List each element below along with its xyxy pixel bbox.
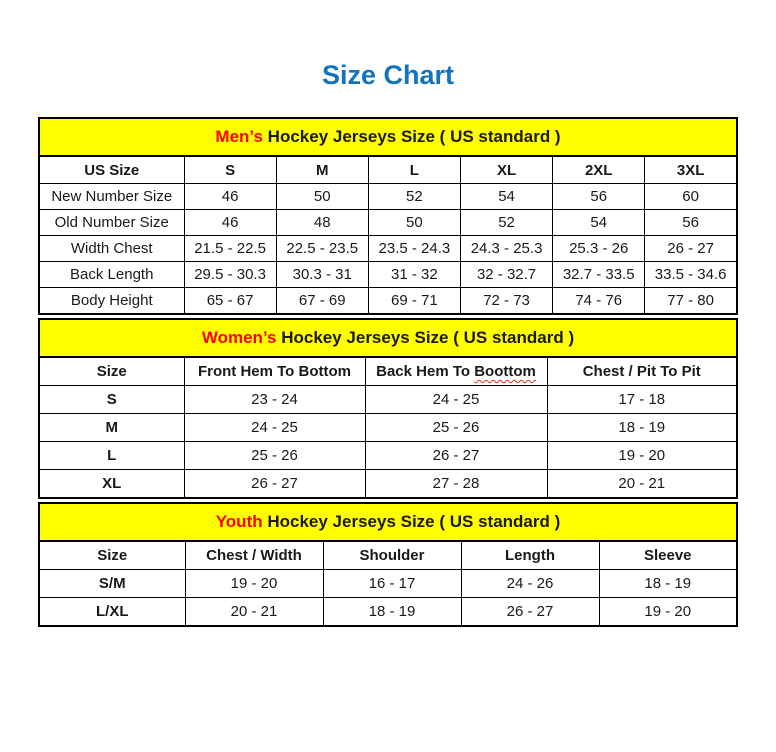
table-cell: 25 - 26 (184, 442, 365, 470)
column-header: XL (460, 156, 552, 184)
table-cell: 25.3 - 26 (553, 236, 645, 262)
table-row (39, 570, 737, 598)
column-header: Chest / Width (185, 541, 323, 570)
column-header: Shoulder (323, 541, 461, 570)
column-header: S (184, 156, 276, 184)
youth-section-title-text: Hockey Jerseys Size ( US standard ) (262, 512, 561, 531)
table-row (39, 236, 737, 262)
column-header: Size (39, 357, 184, 386)
youth-size-table (38, 502, 738, 627)
row-label: S (39, 386, 184, 414)
table-cell: 46 (184, 184, 276, 210)
table-cell: 20 - 21 (547, 470, 737, 499)
table-cell: 65 - 67 (184, 288, 276, 315)
table-cell: 77 - 80 (645, 288, 737, 315)
table-row (39, 598, 737, 627)
table-cell: 32 - 32.7 (460, 262, 552, 288)
row-label: XL (39, 470, 184, 499)
table-row (39, 210, 737, 236)
table-cell: 18 - 19 (547, 414, 737, 442)
size-chart (38, 117, 738, 627)
table-cell: 46 (184, 210, 276, 236)
row-label: Old Number Size (39, 210, 184, 236)
womens-section-title-highlight: Women’s (201, 328, 277, 347)
table-cell: 56 (645, 210, 737, 236)
misspelled-word: Boottom (474, 363, 536, 380)
column-header: Size (39, 541, 185, 570)
table-row (39, 288, 737, 315)
table-cell: 18 - 19 (323, 598, 461, 627)
table-cell: 74 - 76 (553, 288, 645, 315)
table-cell: 27 - 28 (365, 470, 547, 499)
table-row (39, 386, 737, 414)
mens-section-title-text: Hockey Jerseys Size ( US standard ) (262, 127, 561, 146)
table-cell: 54 (553, 210, 645, 236)
table-cell: 24 - 25 (184, 414, 365, 442)
table-row (39, 262, 737, 288)
column-header: Sleeve (599, 541, 737, 570)
table-cell: 20 - 21 (185, 598, 323, 627)
table-row (39, 184, 737, 210)
table-cell: 67 - 69 (276, 288, 368, 315)
youth-section-title (39, 503, 737, 541)
table-cell: 19 - 20 (547, 442, 737, 470)
womens-section-header-row (39, 319, 737, 357)
youth-column-header-row (39, 541, 737, 570)
table-cell: 60 (645, 184, 737, 210)
row-label: Back Length (39, 262, 184, 288)
table-cell: 24 - 25 (365, 386, 547, 414)
row-label: L/XL (39, 598, 185, 627)
column-header: Length (461, 541, 599, 570)
mens-section-title (39, 118, 737, 156)
table-cell: 25 - 26 (365, 414, 547, 442)
table-cell: 19 - 20 (599, 598, 737, 627)
table-cell: 50 (368, 210, 460, 236)
womens-section-title-text: Hockey Jerseys Size ( US standard ) (276, 328, 575, 347)
table-cell: 19 - 20 (185, 570, 323, 598)
table-cell: 26 - 27 (365, 442, 547, 470)
row-label: S/M (39, 570, 185, 598)
table-cell: 26 - 27 (461, 598, 599, 627)
page-title: Size Chart (321, 60, 455, 90)
table-cell: 54 (460, 184, 552, 210)
column-header: US Size (39, 156, 184, 184)
row-label: New Number Size (39, 184, 184, 210)
table-cell: 23 - 24 (184, 386, 365, 414)
row-label: L (39, 442, 184, 470)
table-row (39, 414, 737, 442)
table-cell: 24.3 - 25.3 (460, 236, 552, 262)
row-label: M (39, 414, 184, 442)
mens-size-table (38, 117, 738, 315)
table-cell: 72 - 73 (460, 288, 552, 315)
table-cell: 52 (368, 184, 460, 210)
womens-size-table (38, 318, 738, 499)
table-cell: 26 - 27 (645, 236, 737, 262)
column-header-text: Back Hem To (376, 363, 475, 380)
column-header: L (368, 156, 460, 184)
table-cell: 31 - 32 (368, 262, 460, 288)
row-label: Width Chest (39, 236, 184, 262)
table-cell: 24 - 26 (461, 570, 599, 598)
column-header (365, 357, 547, 386)
table-cell: 17 - 18 (547, 386, 737, 414)
table-cell: 29.5 - 30.3 (184, 262, 276, 288)
table-cell: 56 (553, 184, 645, 210)
table-cell: 52 (460, 210, 552, 236)
table-cell: 23.5 - 24.3 (368, 236, 460, 262)
column-header: Chest / Pit To Pit (547, 357, 737, 386)
table-cell: 30.3 - 31 (276, 262, 368, 288)
youth-section-header-row (39, 503, 737, 541)
mens-section-title-highlight: Men’s (215, 127, 263, 146)
column-header: Front Hem To Bottom (184, 357, 365, 386)
column-header: 2XL (553, 156, 645, 184)
table-cell: 18 - 19 (599, 570, 737, 598)
table-cell: 32.7 - 33.5 (553, 262, 645, 288)
row-label: Body Height (39, 288, 184, 315)
womens-section-title (39, 319, 737, 357)
table-cell: 26 - 27 (184, 470, 365, 499)
womens-column-header-row (39, 357, 737, 386)
column-header: M (276, 156, 368, 184)
table-cell: 16 - 17 (323, 570, 461, 598)
table-cell: 69 - 71 (368, 288, 460, 315)
mens-column-header-row (39, 156, 737, 184)
mens-section-header-row (39, 118, 737, 156)
table-cell: 21.5 - 22.5 (184, 236, 276, 262)
table-cell: 22.5 - 23.5 (276, 236, 368, 262)
column-header: 3XL (645, 156, 737, 184)
table-cell: 33.5 - 34.6 (645, 262, 737, 288)
youth-section-title-highlight: Youth (215, 512, 263, 531)
table-row (39, 442, 737, 470)
table-cell: 48 (276, 210, 368, 236)
table-row (39, 470, 737, 499)
table-cell: 50 (276, 184, 368, 210)
